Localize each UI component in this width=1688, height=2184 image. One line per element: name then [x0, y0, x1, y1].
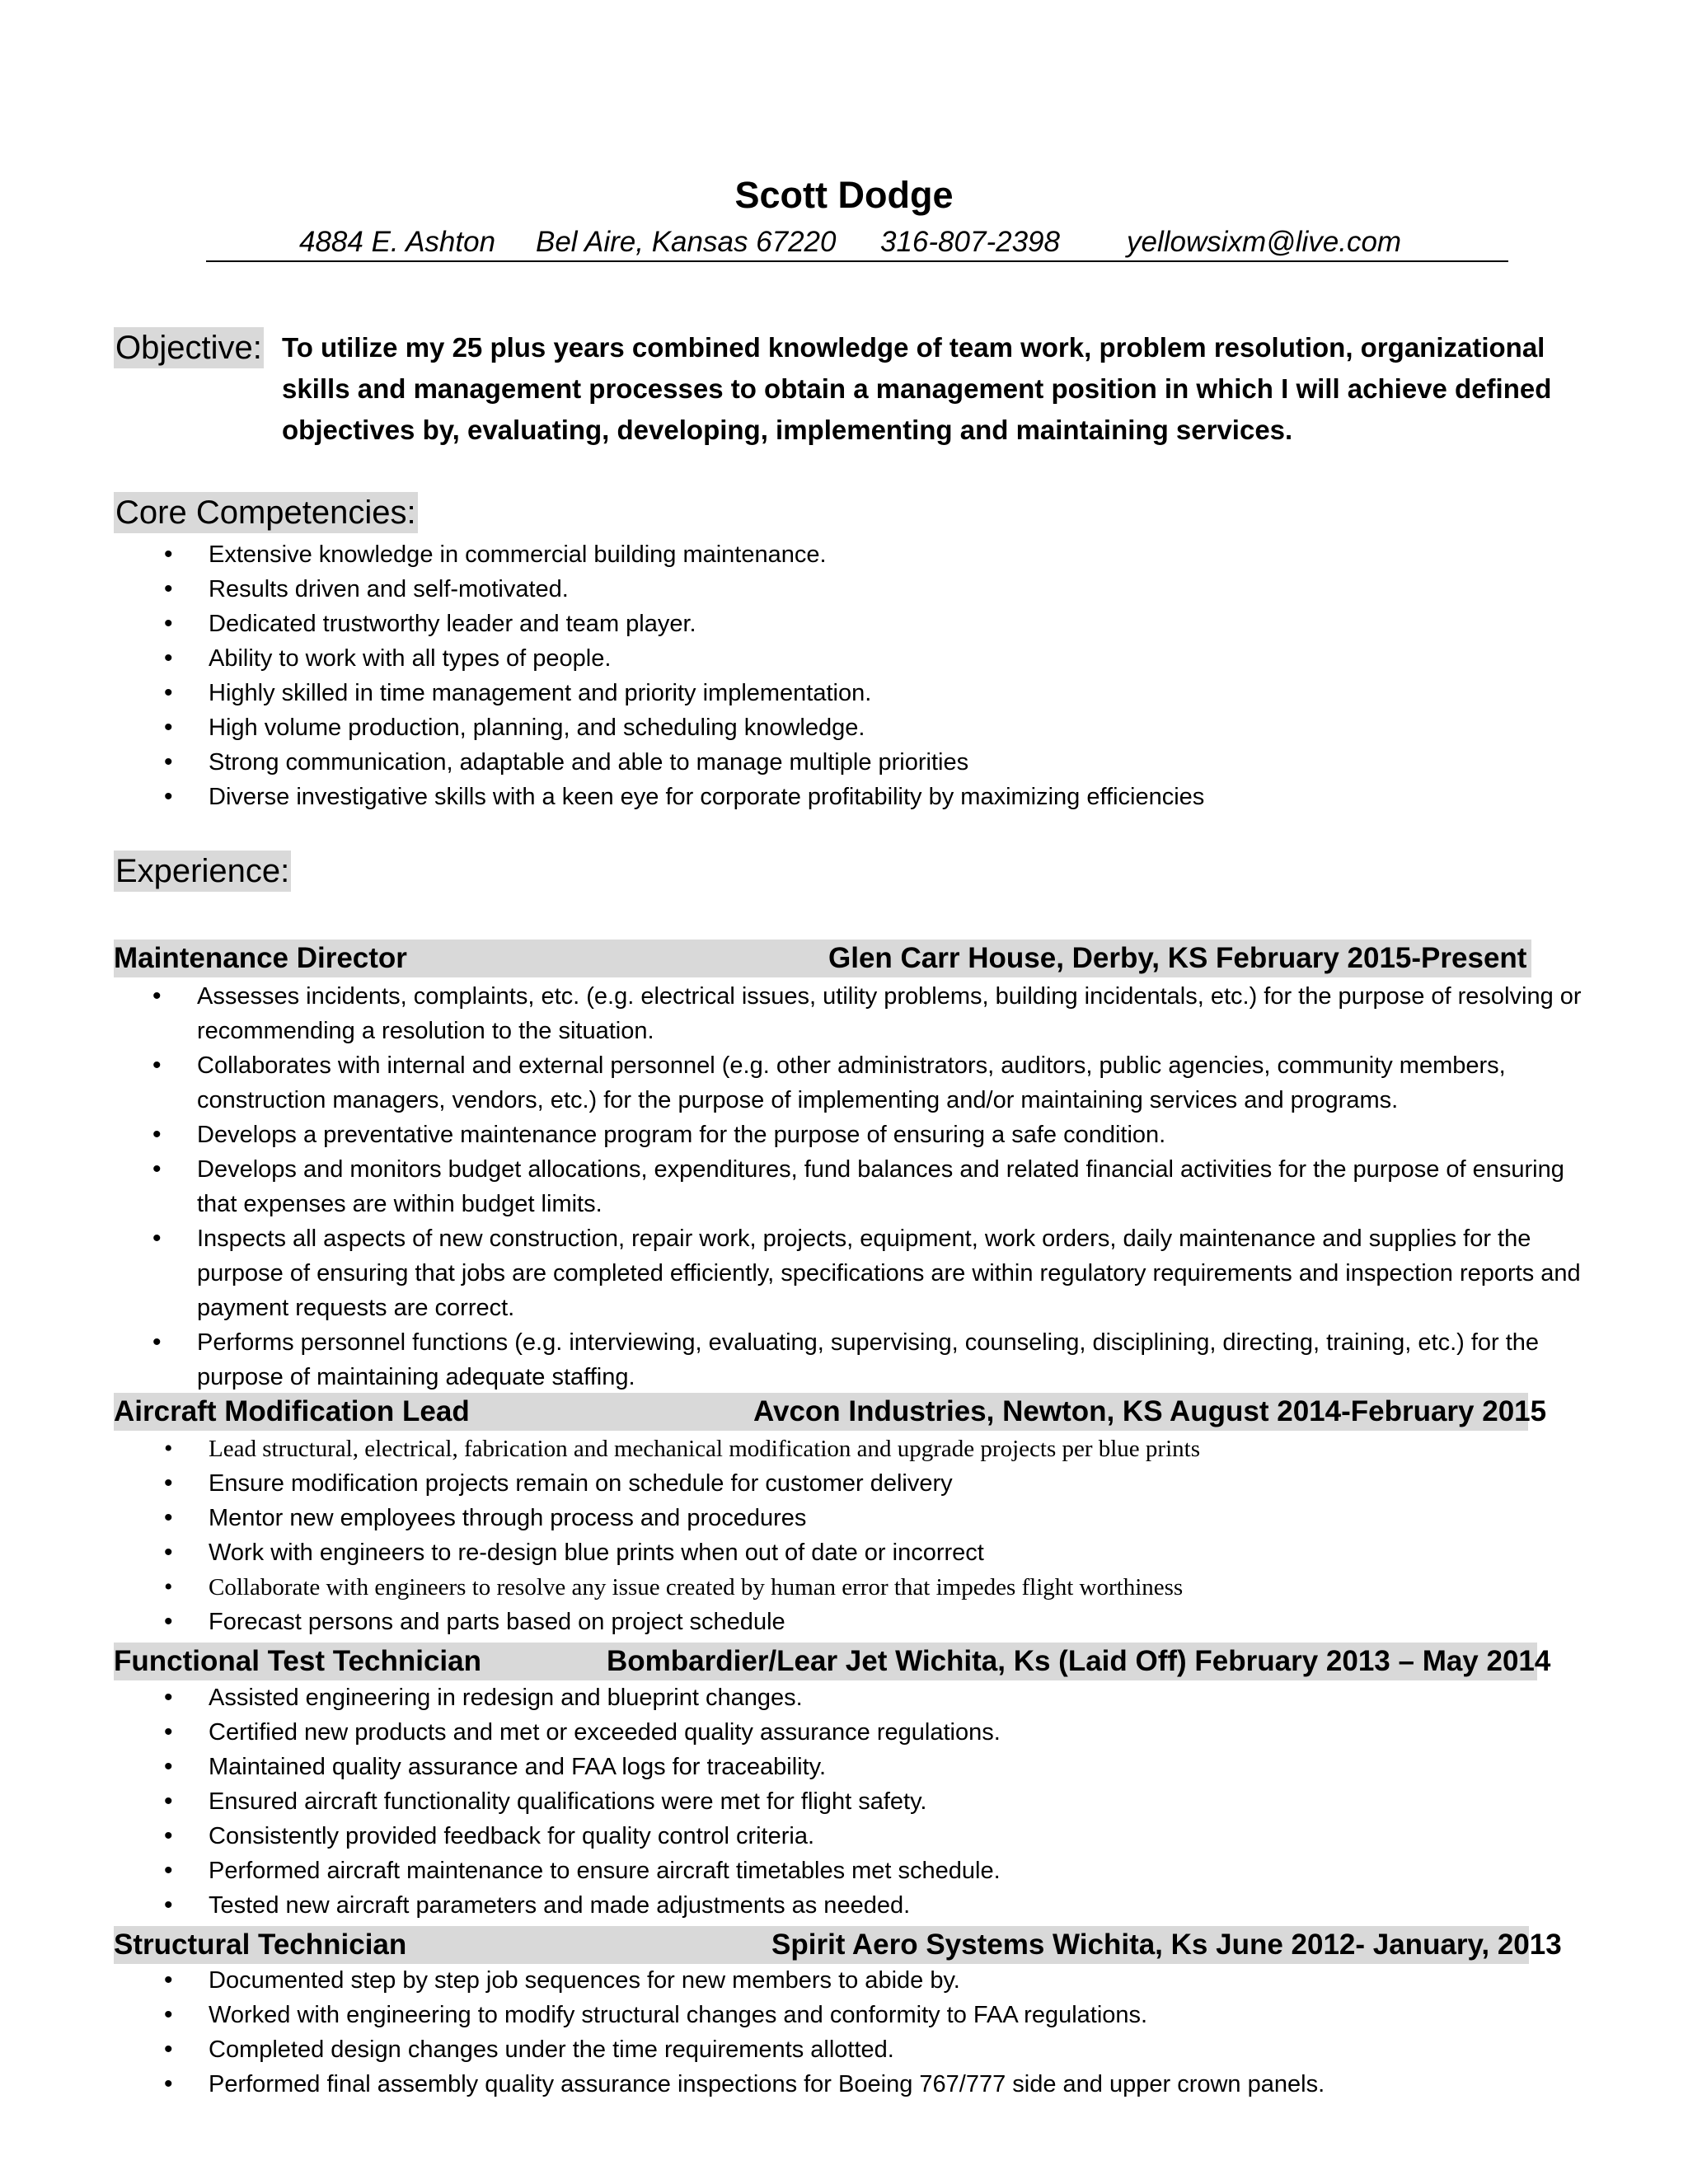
- list-item: • Diverse investigative skills with a keen eye for corporate profitability by maximizing efficiencies: [209, 780, 1610, 814]
- list-item: • High volume production, planning, and scheduling knowledge.: [209, 710, 1610, 745]
- job-company: Glen Carr House, Derby, KS February 2015-Present: [828, 942, 1527, 974]
- job-title: Aircraft Modification Lead: [114, 1395, 470, 1427]
- candidate-name: Scott Dodge: [734, 174, 954, 216]
- list-item: • Assisted engineering in redesign and blueprint changes.: [209, 1680, 1610, 1715]
- core-competencies-heading: Core Competencies:: [114, 492, 418, 533]
- list-item: • Performed aircraft maintenance to ensure aircraft timetables met schedule.: [209, 1854, 1610, 1888]
- core-competencies-list: [209, 537, 1610, 814]
- list-item: • Results driven and self-motivated.: [209, 572, 1610, 607]
- job-duties-list: [209, 1680, 1610, 1923]
- list-item: • Ensured aircraft functionality qualifications were met for flight safety.: [209, 1784, 1610, 1819]
- list-item: • Mentor new employees through process and procedures: [209, 1501, 1610, 1535]
- contact-line: [206, 224, 1508, 262]
- job-header: [114, 1643, 1551, 1680]
- list-item: • Completed design changes under the time requirements allotted.: [209, 2032, 1610, 2067]
- list-item: • Performs personnel functions (e.g. interviewing, evaluating, supervising, counseling, disciplining, directing, training, etc.) for the purpose of maintaining adequate staffing.: [197, 1325, 1582, 1394]
- list-item: • Worked with engineering to modify structural changes and conformity to FAA regulations.: [209, 1998, 1610, 2032]
- list-item: • Strong communication, adaptable and able to manage multiple priorities: [209, 745, 1610, 780]
- job-header: [114, 1393, 1547, 1431]
- job-header: [114, 1926, 1562, 1964]
- job-company: Spirit Aero Systems Wichita, Ks June 2012- January, 2013: [771, 1929, 1562, 1961]
- list-item: • Ability to work with all types of people.: [209, 641, 1610, 676]
- list-item: • Assesses incidents, complaints, etc. (e.g. electrical issues, utility problems, building incidentals, etc.) for the purpose of resolving or recommending a resolution to the situation.: [197, 979, 1582, 1048]
- job-duties-list: [209, 1432, 1610, 1639]
- list-item: • Highly skilled in time management and priority implementation.: [209, 676, 1610, 710]
- list-item: • Performed final assembly quality assurance inspections for Boeing 767/777 side and upper crown panels.: [209, 2067, 1610, 2102]
- list-item: • Extensive knowledge in commercial building maintenance.: [209, 537, 1610, 572]
- list-item: • Collaborates with internal and external personnel (e.g. other administrators, auditors, public agencies, community members, construction managers, vendors, etc.) for the purpose of implementing and/or maintaining services and programs.: [197, 1048, 1582, 1118]
- job-company: Avcon Industries, Newton, KS August 2014-February 2015: [753, 1395, 1547, 1427]
- contact-city: Bel Aire, Kansas 67220: [536, 226, 837, 258]
- list-item: • Forecast persons and parts based on project schedule: [209, 1605, 1610, 1639]
- list-item: • Work with engineers to re-design blue prints when out of date or incorrect: [209, 1535, 1610, 1570]
- contact-address: 4884 E. Ashton: [299, 226, 496, 258]
- job-title: Maintenance Director: [114, 942, 407, 974]
- experience-heading: Experience:: [114, 851, 291, 892]
- contact-email: yellowsixm@live.com: [1127, 226, 1402, 258]
- job-company: Bombardier/Lear Jet Wichita, Ks (Laid Off) February 2013 – May 2014: [607, 1645, 1551, 1677]
- list-item: • Dedicated trustworthy leader and team player.: [209, 607, 1610, 641]
- contact-phone: 316-807-2398: [880, 226, 1060, 258]
- list-item: • Ensure modification projects remain on schedule for customer delivery: [209, 1466, 1610, 1501]
- list-item: • Maintained quality assurance and FAA logs for traceability.: [209, 1750, 1610, 1784]
- list-item: • Develops and monitors budget allocations, expenditures, fund balances and related financial activities for the purpose of ensuring that expenses are within budget limits.: [197, 1152, 1582, 1221]
- objective-text: To utilize my 25 plus years combined knowledge of team work, problem resolution, organizational skills and management processes to obtain a management position in which I will achieve defined objectives by, evaluating, developing, implementing and maintaining services.: [282, 332, 1552, 445]
- list-item: • Inspects all aspects of new construction, repair work, projects, equipment, work orders, daily maintenance and supplies for the purpose of ensuring that jobs are completed efficiently, specifications are within regulatory requirements and inspection reports and payment requests are correct.: [197, 1221, 1582, 1325]
- list-item: • Collaborate with engineers to resolve any issue created by human error that impedes flight worthiness: [209, 1570, 1610, 1605]
- job-title: Functional Test Technician: [114, 1645, 481, 1677]
- list-item: • Documented step by step job sequences for new members to abide by.: [209, 1963, 1610, 1998]
- list-item: • Develops a preventative maintenance program for the purpose of ensuring a safe condition.: [197, 1118, 1582, 1152]
- objective-heading: Objective:: [114, 327, 264, 368]
- list-item: • Tested new aircraft parameters and made adjustments as needed.: [209, 1888, 1610, 1923]
- job-duties-list: [197, 979, 1582, 1394]
- job-title: Structural Technician: [114, 1929, 407, 1961]
- job-duties-list: [209, 1963, 1610, 2102]
- list-item: • Consistently provided feedback for quality control criteria.: [209, 1819, 1610, 1854]
- list-item: • Lead structural, electrical, fabrication and mechanical modification and upgrade projects per blue prints: [209, 1432, 1610, 1466]
- list-item: • Certified new products and met or exceeded quality assurance regulations.: [209, 1715, 1610, 1750]
- job-header: [114, 940, 1531, 977]
